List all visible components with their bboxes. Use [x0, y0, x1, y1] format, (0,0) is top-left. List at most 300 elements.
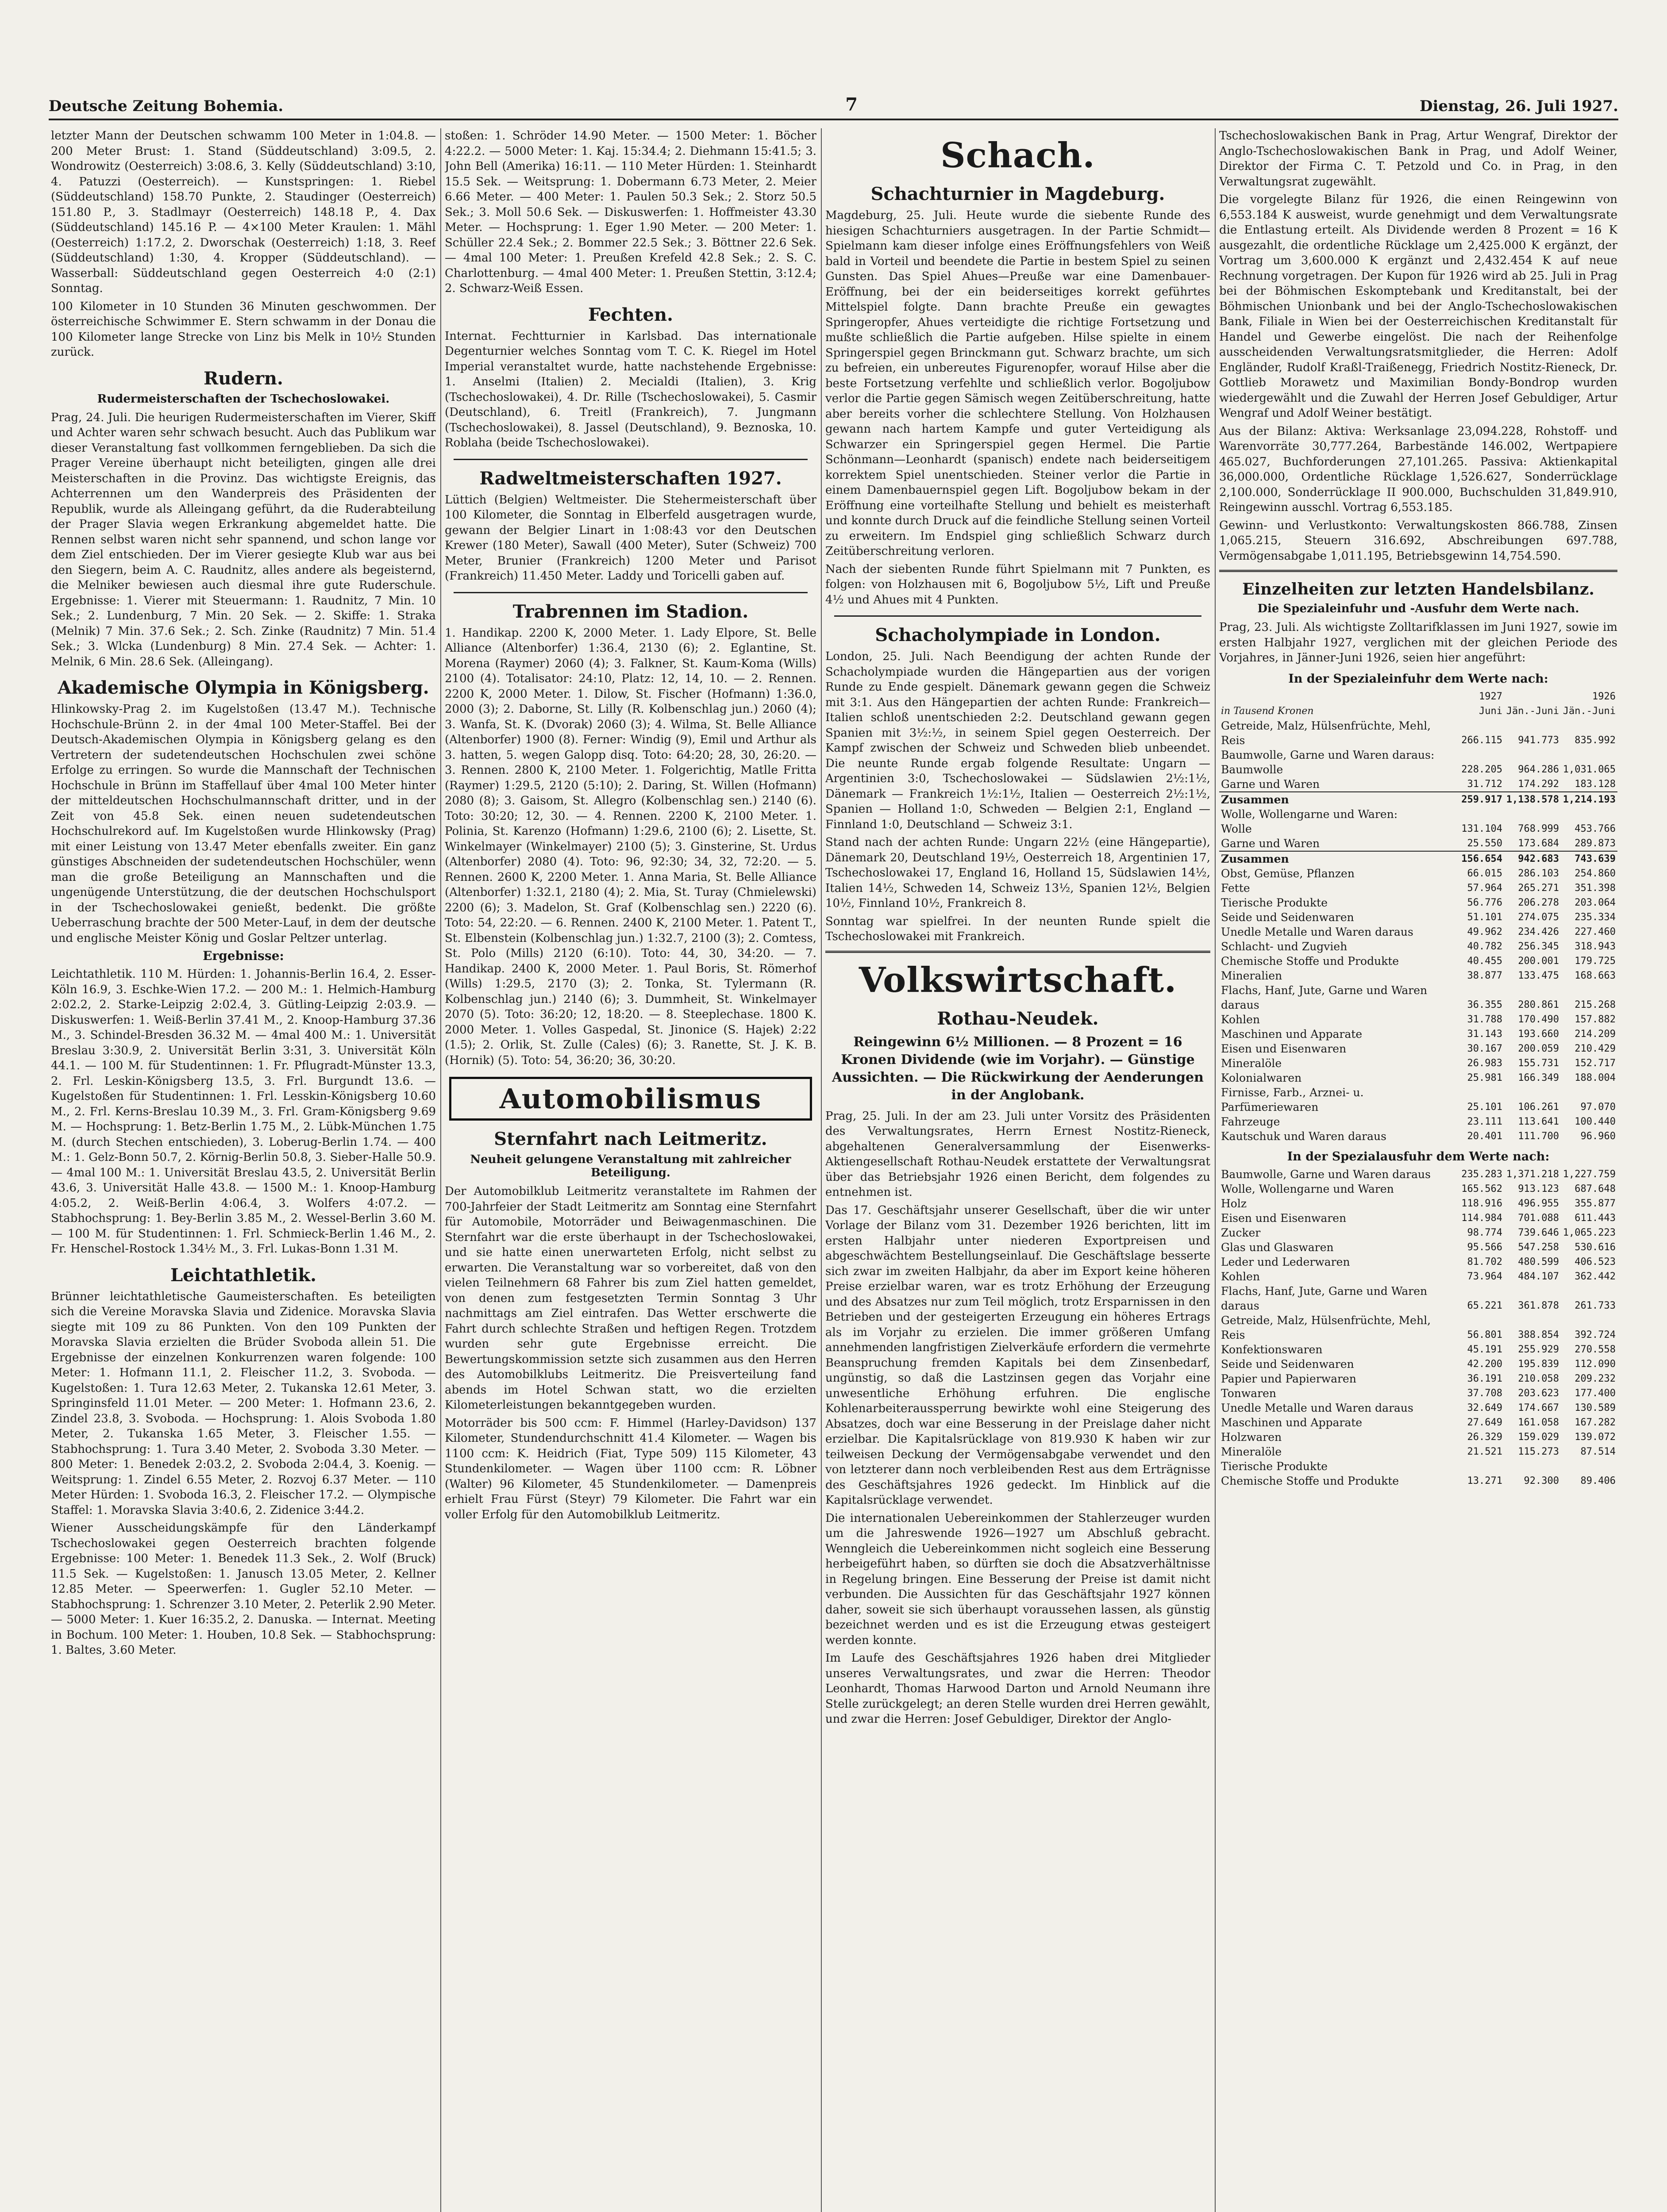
table-cell: 106.261: [1518, 1101, 1559, 1113]
table-cell: 1,138.578: [1504, 792, 1561, 807]
table-row: [1219, 866, 1617, 881]
table-cell: 701.088: [1518, 1212, 1559, 1224]
table-row: [1219, 1284, 1617, 1313]
article-text: Tschechoslowakischen Bank in Prag, Artur Wengraf, Direktor der Anglo-Tschechoslowakischen Bank in Prag, und Adolf Weiner, Direktor der Firma C. T. Petzold und Co. in Prag, in den Verwaltungsrat zugewählt.: [1219, 129, 1617, 188]
table-row: [1219, 762, 1617, 777]
row-label: Holzwaren: [1221, 1430, 1282, 1444]
table-cell: 23.111: [1467, 1116, 1502, 1127]
table-cell: 406.523: [1575, 1256, 1616, 1267]
table-cell: 166.349: [1518, 1072, 1559, 1083]
table-row: [1219, 1225, 1617, 1240]
row-label: Mineralöle: [1221, 1445, 1282, 1458]
table-row: [1219, 1085, 1617, 1114]
issue-date: Dienstag, 26. Juli 1927.: [1419, 97, 1618, 115]
table-cell: 179.725: [1575, 955, 1616, 967]
article-text: Stand nach der achten Runde: Ungarn 22½ (eine Hängepartie), Dänemark 20, Deutschland 19½, Oesterreich 18, Argentinien 17, Tschechoslowakei 17, England 16, Holland 15, Südslawien 14½, Italien 14½, Schweden 14, Schweiz 13½, Spanien 12½, Belgien 10½, Finnland 10½, Frankreich 8.: [825, 836, 1210, 910]
table-cell: 26.329: [1467, 1431, 1502, 1443]
section-title: Schach.: [940, 135, 1095, 176]
row-label: Leder und Lederwaren: [1221, 1255, 1350, 1268]
table-cell: 200.059: [1518, 1043, 1559, 1054]
table-cell: 234.426: [1518, 926, 1559, 937]
table-cell: 118.916: [1461, 1198, 1502, 1209]
column-rule: [1215, 128, 1216, 2212]
table-cell: 274.075: [1518, 911, 1559, 923]
table-cell: 355.877: [1575, 1198, 1616, 1209]
article-subheading: Rudermeisterschaften der Tschechoslowakei.: [97, 392, 390, 406]
article-heading: Schachturnier in Magdeburg.: [870, 184, 1165, 204]
table-cell: 156.654: [1448, 851, 1504, 866]
table-cell: 210.429: [1575, 1043, 1616, 1054]
table-row: [1219, 807, 1617, 822]
table-cell: 96.960: [1580, 1130, 1616, 1142]
table-cell: [1448, 1459, 1504, 1474]
row-label: Maschinen und Apparate: [1221, 1416, 1363, 1429]
table-cell: 203.064: [1575, 897, 1616, 908]
column-rule: [440, 128, 441, 2212]
row-label: Unedle Metalle und Waren daraus: [1221, 1401, 1413, 1414]
table-cell: 210.058: [1518, 1373, 1559, 1384]
article-heading: Sternfahrt nach Leitmeritz.: [494, 1129, 767, 1149]
table-cell: 42.200: [1467, 1358, 1502, 1370]
row-label: Tierische Produkte: [1221, 1459, 1328, 1473]
table-cell: 161.058: [1518, 1417, 1559, 1428]
table-cell: 40.782: [1467, 941, 1502, 952]
article-text: Prag, 23. Juli. Als wichtigste Zolltarifklassen im Juni 1927, sowie im ersten Halbjahr 1927, verglichen mit der gleichen Periode des Vorjahres, in Jänner-Juni 1926, seien hier angeführt:: [1219, 621, 1617, 664]
table-cell: 1,371.218: [1506, 1168, 1559, 1180]
table-row: [1219, 1027, 1617, 1041]
table-row: [1219, 939, 1617, 954]
row-label: Mineralöle: [1221, 1056, 1282, 1070]
table-cell: 157.882: [1575, 1014, 1616, 1025]
table-row: [1219, 1401, 1617, 1415]
table-row: [1219, 1459, 1617, 1474]
table-row: [1219, 1041, 1617, 1056]
article-text: Magdeburg, 25. Juli. Heute wurde die siebente Runde des hiesigen Schachturniers ausgetragen. In der Partie Schmidt—Spielmann kam dieser infolge eines Eröffnungsfehlers von Weiß bald in Vorteil und beendete die Partie in bestem Spiel zu seinen Gunsten. Das Spiel Ahues—Preuße war eine Damenbauer-Eröffnung, bei der ein beiderseitiges korrekt geführtes Mittelspiel folgte. Dann brachte Preuße ein gewagtes Springeropfer, Ahues verteidigte die richtige Fortsetzung und mußte schließlich die Partie aufgeben. Hilse spielte in einem Springerspiel gegen Brinckmann gut. Schwarz brachte, um sich zu befreien, ein unbereutes Figurenopfer, worauf Hilse aber die beste Fortsetzung verfehlte und schließlich verlor. Bogoljubow verlor die Partie gegen Sämisch wegen Zeitüberschreitung, hatte aber bereits vorher die schlechtere Stellung. Von Holzhausen gewann nach hartem Kampfe und guter Verteidigung als Schwarzer ein Springerspiel gegen Hermel. Die Partie Schönmann—Leonhardt (spanisch) endete nach beiderseitigem korrektem Spiel unentschieden. Steiner verlor die Partie in einem Damenbauernspiel gegen Lift. Bogoljubow bekam in der Eröffnung eine vorteilhafte Stellung und behielt es meisterhaft und konnte durch Druck auf die feindliche Stellung seinen Vorteil zu erweitern. Im Endspiel ging schließlich Schwarz durch Zeitüberschreitung verloren.: [825, 209, 1210, 558]
table-cell: 453.766: [1575, 823, 1616, 834]
column-chess-economy: [825, 128, 1210, 2212]
article-text: Motorräder bis 500 ccm: F. Himmel (Harley-Davidson) 137 Kilometer, Stundendurchschnitt 41.4 Kilometer. — Wagen bis 1100 ccm: K. Heidrich (Fiat, Type 509) 115 Kilometer, 43 Stundenkilometer. — Wagen über 1100 ccm: R. Löbner (Walter) 96 Kilometer, 45 Stundenkilometer. — Damenpreis erhielt Frau Fürst (Steyr) 79 Kilometer. Die Fahrt war ein voller Erfolg für den Automobilklub Leitmeritz.: [445, 1416, 816, 1521]
table-cell: 97.070: [1580, 1101, 1616, 1113]
table-row: [1219, 983, 1617, 1012]
table-cell: 200.001: [1518, 955, 1559, 967]
article-text: Aus der Bilanz: Aktiva: Werksanlage 23,094.228, Rohstoff- und Warenvorräte 30,777.264, Barbestände 146.002, Wertpapiere 465.027, Buchforderungen 27,101.265. Passiva: Aktienkapital 36,000.000, Ordentliche Rücklage 1,526.627, Sonderrücklage 2,100.000, Sonderrücklage II 900.000, Buchschulden 31,849.910, Reingewinn ausschl. Vortrag 6,553.185.: [1219, 424, 1617, 514]
table-cell: 1,031.065: [1563, 764, 1616, 775]
table-cell: 56.776: [1467, 897, 1502, 908]
article-subheading: Neuheit gelungene Veranstaltung mit zahlreicher Beteiligung.: [470, 1153, 791, 1179]
table-cell: 193.660: [1518, 1028, 1559, 1040]
row-label: Baumwolle, Garne und Waren daraus: [1221, 1167, 1431, 1181]
row-label: Flachs, Hanf, Jute, Garne und Waren daraus: [1221, 983, 1428, 1011]
table-cell: 31.143: [1467, 1028, 1502, 1040]
table-cell: [1448, 807, 1504, 822]
table-cell: 206.278: [1518, 897, 1559, 908]
table-cell: 1,214.193: [1561, 792, 1617, 807]
table-cell: 31.712: [1467, 778, 1502, 790]
article-subheading: Die Spezialeinfuhr und -Ausfuhr dem Werte nach.: [1257, 602, 1579, 615]
row-label: Eisen und Eisenwaren: [1221, 1042, 1347, 1055]
row-label: Garne und Waren: [1221, 837, 1320, 850]
table-cell: 21.521: [1467, 1446, 1502, 1457]
divider: [454, 592, 808, 593]
table-cell: 57.964: [1467, 882, 1502, 894]
table-cell: 87.514: [1580, 1446, 1616, 1457]
page-number: 7: [845, 94, 858, 115]
table-row: [1219, 1474, 1617, 1488]
row-label: Kautschuk und Waren daraus: [1221, 1129, 1386, 1143]
table-cell: 480.599: [1518, 1256, 1559, 1267]
table-cell: 214.209: [1575, 1028, 1616, 1040]
table-cell: 100.440: [1575, 1116, 1616, 1127]
row-label: Wolle, Wollengarne und Waren: [1221, 1182, 1394, 1195]
table-cell: [1504, 748, 1561, 762]
article-text: stoßen: 1. Schröder 14.90 Meter. — 1500 Meter: 1. Böcher 4:22.2. — 5000 Meter: 1. Kaj. 15:34.4; 2. Diehmann 15:41.5; 3. John Bell (Amerika) 16:11. — 110 Meter Hürden: 1. Steinhardt 15.5 Sek. — Weitsprung: 1. Dobermann 6.73 Meter, 2. Meier 6.66 Meter. — 400 Meter: 1. Paulen 50.3 Sek.; 2. Storz 50.5 Sek.; 3. Moll 50.6 Sek. — Diskuswerfen: 1. Hoffmeister 43.30 Meter. — Hochsprung: 1. Eger 1.90 Meter. — 200 Meter: 1. Schüller 22.4 Sek.; 2. Bommer 22.5 Sek.; 3. Böttner 22.6 Sek. — 4mal 100 Meter: 1. Preußen Krefeld 42.8 Sek.; 2. S. C. Charlottenburg. — 4mal 400 Meter: 1. Preußen Stettin, 3:12.4; 2. Schwarz-Weiß Essen.: [445, 129, 816, 295]
table-row: [1219, 1430, 1617, 1444]
table-row: [1219, 1255, 1617, 1269]
table-cell: 388.854: [1518, 1329, 1559, 1340]
row-label: Chemische Stoffe und Produkte: [1221, 954, 1399, 968]
table-cell: 165.562: [1461, 1183, 1502, 1194]
table-cell: [1504, 807, 1561, 822]
table-cell: 36.355: [1467, 999, 1502, 1010]
table-row: [1219, 954, 1617, 968]
article-text: Prag, 25. Juli. In der am 23. Juli unter Vorsitz des Präsidenten des Verwaltungsrates, Herrn Ernest Nostitz-Rieneck, abgehaltenen Generalversammlung der Eisenwerks-Aktiengesellschaft Rothau-Neudek erstattete der Verwaltungsrat über das Betriebsjahr 1926 einen Bericht, dem folgendes zu entnehmen ist.: [825, 1109, 1210, 1199]
article-text: London, 25. Juli. Nach Beendigung der achten Runde der Schacholympiade wurden die Hängepartien aus der vorigen Runde zu Ende gespielt. Dänemark gewann gegen die Schweiz mit 3:1. Aus den Hängepartien der achten Runde: Frankreich—Italien schloß unentschieden 2:2. Deutschland gewann gegen Spanien mit 3½:½, in seinem Spiel gegen Oesterreich. Der Kampf zwischen der Schweiz und Schweden blieb unbeendet. Die neunte Runde ergab folgende Resultate: Ungarn — Argentinien 3:0, Tschechoslowakei — Südslawien 2½:1½, Dänemark — Frankreich 1½:1½, Italien — Oesterreich 2½:1½, Spanien — Holland 1:0, Schweden — Belgien 2:1, England — Finnland 1:0, Deutschland — Schweiz 3:1.: [825, 650, 1210, 831]
table-cell: 170.490: [1518, 1014, 1559, 1025]
table-cell: 235.283: [1461, 1168, 1502, 1180]
table-cell: 496.955: [1518, 1198, 1559, 1209]
table-row: [1219, 1071, 1617, 1085]
table-cell: 31.788: [1467, 1014, 1502, 1025]
table-cell: 255.929: [1518, 1344, 1559, 1355]
table-cell: 30.167: [1467, 1043, 1502, 1054]
table-cell: 40.455: [1467, 955, 1502, 967]
table-row: [1219, 895, 1617, 910]
table-cell: 228.205: [1461, 764, 1502, 775]
table-row: [1219, 968, 1617, 983]
table-row: [1219, 1313, 1617, 1342]
table-cell: 611.443: [1575, 1212, 1616, 1224]
divider: [834, 615, 1201, 617]
table-cell: [1504, 1459, 1561, 1474]
table-cell: 265.271: [1518, 882, 1559, 894]
row-label: Holz: [1221, 1197, 1247, 1210]
table-title: In der Spezialausfuhr dem Werte nach:: [1287, 1149, 1550, 1164]
table-cell: 318.943: [1575, 941, 1616, 952]
table-cell: 1,065.223: [1563, 1227, 1616, 1238]
table-cell: 92.300: [1524, 1475, 1559, 1486]
row-label: Tierische Produkte: [1221, 896, 1328, 909]
section-heading: Rudern.: [204, 368, 283, 389]
row-label: Maschinen und Apparate: [1221, 1027, 1363, 1041]
table-cell: 45.191: [1467, 1344, 1502, 1355]
table-header-row: [1219, 704, 1617, 718]
table-cell: 270.558: [1575, 1344, 1616, 1355]
table-cell: 203.623: [1518, 1387, 1559, 1399]
column-header: Juni: [1479, 705, 1502, 717]
article-heading: Schacholympiade in London.: [875, 625, 1161, 645]
article-heading: Rothau-Neudek.: [937, 1008, 1099, 1029]
row-label: Seide und Seidenwaren: [1221, 1357, 1354, 1371]
table-cell: 98.774: [1467, 1227, 1502, 1238]
table-cell: 65.221: [1467, 1300, 1502, 1311]
column-rule: [821, 128, 822, 2212]
table-row: [1219, 910, 1617, 925]
table-row: [1219, 1196, 1617, 1211]
table-cell: 215.268: [1575, 999, 1616, 1010]
table-cell: [1561, 748, 1617, 762]
row-label: Baumwolle: [1221, 763, 1283, 776]
row-label: Getreide, Malz, Hülsenfrüchte, Mehl, Reis: [1221, 719, 1431, 747]
table-cell: 27.649: [1467, 1417, 1502, 1428]
table-cell: 209.232: [1575, 1373, 1616, 1384]
table-row: [1219, 851, 1617, 866]
table-row: [1219, 925, 1617, 939]
table-cell: 173.684: [1518, 837, 1559, 849]
table-cell: 266.115: [1461, 734, 1502, 746]
table-cell: 286.103: [1518, 868, 1559, 879]
table-cell: 113.641: [1518, 1116, 1559, 1127]
row-label: Kohlen: [1221, 1013, 1260, 1026]
row-label: Kolonialwaren: [1221, 1071, 1302, 1084]
row-label: Zucker: [1221, 1226, 1261, 1239]
table-row: [1219, 1056, 1617, 1071]
row-label: Glas und Glaswaren: [1221, 1240, 1334, 1254]
table-cell: 254.860: [1575, 868, 1616, 879]
table-cell: 159.029: [1518, 1431, 1559, 1443]
table-header-row: [1219, 689, 1617, 704]
table-row: [1219, 1012, 1617, 1027]
table-cell: 835.992: [1575, 734, 1616, 746]
section-title: Volkswirtschaft.: [859, 960, 1177, 1000]
article-heading: Akademische Olympia in Königsberg.: [58, 677, 429, 698]
table-cell: 139.072: [1575, 1431, 1616, 1443]
row-label: Getreide, Malz, Hülsenfrüchte, Mehl, Reis: [1221, 1313, 1431, 1341]
table-cell: 130.589: [1575, 1402, 1616, 1413]
table-cell: 739.646: [1518, 1227, 1559, 1238]
row-label: Zusammen: [1219, 851, 1448, 866]
table-cell: 25.101: [1467, 1101, 1502, 1113]
row-label: Firnisse, Farb., Arznei- u. Parfümeriewaren: [1221, 1086, 1364, 1114]
row-label: Mineralien: [1221, 969, 1282, 982]
article-deck: Reingewinn 6½ Millionen. — 8 Prozent = 16 Kronen Dividende (wie im Vorjahr). — Günstige Aussichten. — Die Rückwirkung der Aenderungen in der Anglobank.: [832, 1034, 1204, 1103]
table-cell: 362.442: [1575, 1271, 1616, 1282]
table-cell: 51.101: [1467, 911, 1502, 923]
row-label: Wolle, Wollengarne und Waren:: [1221, 807, 1398, 821]
table-cell: 13.271: [1467, 1475, 1502, 1486]
table-cell: 38.877: [1467, 970, 1502, 981]
column-header: Jän.-Juni: [1506, 705, 1559, 717]
table-cell: 111.700: [1518, 1130, 1559, 1142]
table-row: [1219, 822, 1617, 836]
column-header: Jän.-Juni: [1563, 705, 1616, 717]
table-row: [1219, 836, 1617, 851]
article-text: Die internationalen Uebereinkommen der Stahlerzeuger wurden um die Jahreswende 1926—1927 um Abschluß gebracht. Wenngleich die Uebereinkommen nicht sogleich eine Besserung herbeigeführt haben, so dürften sie doch die Absatzverhältnisse in Regelung bringen. Eine Besserung der Preise ist damit nicht verbunden. Die Aussichten für das Geschäftsjahr 1927 können daher, soweit sie sich überhaupt voraussehen lassen, als günstig bezeichnet werden und es ist die Erzeugung etwas gesteigert werden konnte.: [825, 1511, 1210, 1647]
article-text: Der Automobilklub Leitmeritz veranstaltete im Rahmen der 700-Jahrfeier der Stadt Leitmeritz am Sonntag eine Sternfahrt für Automobile, Motorräder und Beiwagenmaschinen. Die Sternfahrt war die erste überhaupt in der Tschechoslowakei, und sie hatte einen unerwarteten Erfolg, nicht selbst zu erwarten. Die Veranstaltung war so vorbereitet, daß von den vielen Teilnehmern 68 Fahrer bis zum Ziel hatten gemeldet, von denen zum festgesetzten Termin Sonntag 3 Uhr nachmittags am Ziel eintrafen. Das Wetter erschwerte die Fahrt durch schlechte Straßen und heftigen Regen. Trotzdem wurden sehr gute Ergebnisse erreicht. Die Bewertungskommission setzte sich zusammen aus den Herren des Automobilklubs Leitmeritz. Die Preisverteilung fand abends im Hotel Schwan statt, wo die erzielten Kilometerleistungen bekanntgegeben wurden.: [445, 1185, 816, 1412]
table-cell: 20.401: [1467, 1130, 1502, 1142]
table-row: [1219, 718, 1617, 748]
article-heading: Trabrennen im Stadion.: [512, 601, 749, 622]
article-text: Das 17. Geschäftsjahr unserer Gesellschaft, über die wir unter Vorlage der Bilanz vom 31. Dezember 1926 berichten, litt im ersten Halbjahr unter niederen Exportpreisen und abgeschwächtem Bestellungseinlauf. Die Geschäftslage besserte sich zwar im zweiten Halbjahr, da aber im Export keine höheren Preise erzielbar waren, war es trotz Erhöhung der Erzeugung und des Absatzes nur zum Teil möglich, trotz Ersparnissen in den Betrieben und der gesteigerten Erzeugung ein höheres Ertrags als im Vorjahr zu erzielen. Die immer größeren Umfang annehmenden langfristigen Zielverkäufe erfordern die vermehrte Beanspruchung fremden Kapitals bei dem Zinsenbedarf, ungünstig, so daß die Lastzinsen gegen das Vorjahr eine unwesentliche Erhöhung erfuhren. Die englische Kohlenarbeiteraussperrung bewirkte wohl eine Steigerung des Absatzes, doch war eine Besserung in der Preislage daher nicht erzielbar. Die Kapitalsrücklage von 819.930 K haben wir zur teilweisen Deckung der Vermögensabgabe verwendet und den von letzterer dann noch verbleibenden Rest aus dem Erträgnisse des Geschäftsjahres 1926 gedeckt. Im Hinblick auf die Kapitalsrücklage verwendet.: [825, 1203, 1210, 1507]
column-sport: [51, 128, 436, 2212]
table-cell: 112.090: [1575, 1358, 1616, 1370]
table-row: [1219, 1386, 1617, 1401]
article-text: Wiener Ausscheidungskämpfe für den Länderkampf Tschechoslowakei gegen Oesterreich brachten folgende Ergebnisse: 100 Meter: 1. Benedek 11.3 Sek., 2. Wolf (Bruck) 11.5 Sek. — Kugelstoßen: 1. Janusch 13.05 Meter, 2. Kellner 12.85 Meter. — Speerwerfen: 1. Gugler 52.10 Meter. — Stabhochsprung: 1. Schrenzer 3.10 Meter, 2. Peterlik 2.90 Meter. — 5000 Meter: 1. Kuer 16:35.2, 2. Danuska. — Internat. Meeting in Bochum. 100 Meter: 1. Houben, 10.8 Sek. — Stabhochsprung: 1. Baltes, 3.60 Meter.: [51, 1521, 436, 1657]
page-header: [49, 88, 1618, 120]
article-heading: Einzelheiten zur letzten Handelsbilanz.: [1242, 580, 1594, 599]
row-label: Zusammen: [1219, 792, 1448, 807]
table-cell: 361.878: [1518, 1300, 1559, 1311]
table-cell: 913.123: [1518, 1183, 1559, 1194]
table-cell: 174.292: [1518, 778, 1559, 790]
table-cell: [1561, 807, 1617, 822]
table-cell: 155.731: [1518, 1057, 1559, 1069]
table-cell: 547.258: [1518, 1241, 1559, 1253]
row-label: Fette: [1221, 881, 1250, 895]
section-heading: Fechten.: [588, 304, 674, 325]
table-cell: 768.999: [1518, 823, 1559, 834]
table-cell: 49.962: [1467, 926, 1502, 937]
row-label: Baumwolle, Garne und Waren daraus:: [1221, 748, 1435, 761]
article-text: Nach der siebenten Runde führt Spielmann mit 7 Punkten, es folgen: von Holzhausen mit 6, Bogoljubow 5½, Lift und Preuße 4½ und Ahues mit 4 Punkten.: [825, 562, 1210, 607]
row-label: Eisen und Eisenwaren: [1221, 1211, 1347, 1225]
table-cell: 280.861: [1518, 999, 1559, 1010]
column-economy: [1219, 128, 1617, 2212]
table-cell: 530.616: [1575, 1241, 1616, 1253]
table-cell: 95.566: [1467, 1241, 1502, 1253]
table-cell: 289.873: [1575, 837, 1616, 849]
section-heading: Leichtathletik.: [170, 1264, 317, 1286]
article-text: Brünner leichtathletische Gaumeisterschaften. Es beteiligten sich die Vereine Moravska Slavia und Zidenice. Moravska Slavia siegte mit 109 zu 86 Punkten. Von den 109 Punkten der Moravska Slavia erzielten die Brüder Svoboda allein 51. Die Ergebnisse der einzelnen Konkurrenzen waren folgende: 100 Meter: 1. Hofmann 11.1, 2. Fleischer 11.2, 3. Svoboda. — Kugelstoßen: 1. Tura 12.63 Meter, 2. Tukanska 12.61 Meter, 3. Springinsfeld 11.01 Meter. — 200 Meter: 1. Hofmann 23.6, 2. Zindel 23.8, 3. Svoboda. — Hochsprung: 1. Alois Svoboda 1.80 Meter, 2. Tukanska 1.65 Meter, 3. Fleischer 1.55. — Stabhochsprung: 1. Tura 3.40 Meter, 2. Svoboda 3.30 Meter. — 800 Meter: 1. Benedek 2:03.2, 2. Svoboda 2:04.4, 3. Koenig. — Weitsprung: 1. Zindel 6.55 Meter, 2. Rozvoj 6.37 Meter. — 110 Meter Hürden: 1. Svoboda 16.3, 2. Fleischer 17.2. — Olympische Staffel: 1. Moravska Slavia 3:40.6, 2. Zidenice 3:44.2.: [51, 1290, 436, 1517]
table-cell: 259.917: [1448, 792, 1504, 807]
table-cell: 37.708: [1467, 1387, 1502, 1399]
article-text: Internat. Fechtturnier in Karlsbad. Das internationale Degenturnier welches Sonntag vom T. C. K. Riegel im Hotel Imperial veranstaltet wurde, hatte nachstehende Ergebnisse: 1. Anselmi (Italien) 2. Mecialdi (Italien), 3. Krig (Tschechoslowakei), 4. Dr. Rille (Tschechoslowakei), 5. Casmir (Deutschland), 6. Treitl (Frankreich), 7. Jungmann (Tschechoslowakei), 8. Jassel (Deutschland), 9. Beznoska, 10. Roblaha (beide Tschechoslowakei).: [445, 329, 816, 449]
table-row: [1219, 1371, 1617, 1386]
table-cell: 687.648: [1575, 1183, 1616, 1194]
table-row: [1219, 1114, 1617, 1129]
row-label: Konfektionswaren: [1221, 1343, 1323, 1356]
table-cell: 152.717: [1575, 1057, 1616, 1069]
table-cell: 174.667: [1518, 1402, 1559, 1413]
divider: [825, 951, 1210, 953]
masthead-title: Deutsche Zeitung Bohemia.: [49, 97, 284, 115]
table-cell: 115.273: [1518, 1446, 1559, 1457]
article-heading: Radweltmeisterschaften 1927.: [479, 468, 782, 489]
article-text: 1. Handikap. 2200 K, 2000 Meter. 1. Lady Elpore, St. Belle Alliance (Altenborfer) 1:36.4, 2130 (6); 2. Eglantine, St. Morena (Raymer) 2060 (4); 3. Falkner, St. Kaum-Koma (Wills) 2100 (4). Totalisator: 24:10, Platz: 12, 14, 10. — 2. Rennen. 2200 K, 2000 Meter. 1. Dilow, St. Fischer (Hofmann) 1:36.0, 2000 (3); 2. Daborne, St. Lilly (R. Kolbenschlag jun.) 2060 (4); 3. Wanfa, St. K. (Dvorak) 2060 (3); 4. Wilma, St. Belle Alliance (Altenborfer) 1900 (8). Ferner: Windig (9), Emil und Arthur als 3. hatten, 5. wegen Galopp disq. Toto: 64:20; 28, 30, 26:20. — 3. Rennen. 2800 K, 2100 Meter. 1. Folgerichtig, Matlle Fritta (Raymer) 1:29.5, 2120 (5:10); 2. Daring, St. Willen (Hofmann) 2080 (8); 3. Gaisom, St. Allegro (Kolbenschlag sen.) 2140 (6). Toto: 30:20; 12, 30. — 4. Rennen. 2200 K, 2100 Meter. 1. Polinia, St. Karenzo (Hofmann) 1:29.6, 2100 (6); 2. Lisette, St. Winkelmayer (Winkelmayer) 2100 (5); 3. Ginsterine, St. Urdus (Altenborfer) 2080 (4). Toto: 96, 92:30; 34, 32, 72:20. — 5. Rennen. 2600 K, 2200 Meter. 1. Anna Maria, St. Belle Alliance (Altenborfer) 1:32.1, 2180 (4); 2. Mia, St. Turay (Chmielewski) 2200 (6); 3. Madelon, St. Graf (Kolbenschlag sen.) 2220 (6). Toto: 54, 22:20. — 6. Rennen. 2400 K, 2100 Meter. 1. Patent T., St. Elbenstein (Kolbenschlag jun.) 1:32.7, 2100 (3); 2. Comtess, St. Polo (Mills) 2120 (6:10). Toto: 44, 30, 34:20. — 7. Handikap. 2400 K, 2000 Meter. 1. Paul Boris, St. Römerhof (Wills) 1:29.5, 2170 (3); 2. Tonka, St. Tylermann (R. Kolbenschlag jun.) 2140 (6); 3. Dummheit, St. Winkelmayer 2070 (5). Toto: 36:20; 12, 18:20. — 8. Steeplechase. 1800 K. 2000 Meter. 1. Volles Gaspedal, St. Jinonice (S. Hajek) 2:22 (1.5); 2. Orlik, St. Zulle (Cales) (6); 3. Ranette, St. J. K. B. (Hornik) (5). Toto: 54, 36:20; 36, 30:20.: [445, 626, 816, 1067]
table-cell: 25.981: [1467, 1072, 1502, 1083]
article-text: Im Laufe des Geschäftsjahres 1926 haben drei Mitglieder unseres Verwaltungsrates, und zwar die Herren: Theodor Leonhardt, Thomas Harwood Darton und Arnold Neumann ihre Stelle zurückgelegt; an deren Stelle wurden drei Herren gewählt, und zwar die Herren: Josef Gebuldiger, Direktor der Anglo-: [825, 1651, 1210, 1726]
article-text: Leichtathletik. 110 M. Hürden: 1. Johannis-Berlin 16.4, 2. Esser-Köln 16.9, 3. Eschke-Wien 17.2. — 200 M.: 1. Helmich-Hamburg 2:02.2, 2. Starke-Leipzig 2:02.4, 3. Gütling-Leipzig 2:03.9. — Diskuswerfen: 1. Weiß-Berlin 37.41 M., 2. Knoop-Hamburg 37.36 M., 3. Schindel-Bresden 36.32 M. — 4mal 400 M.: 1. Universität Breslau 3:30.9, 2. Universität Berlin 3:31, 3. Universität Köln 44.1. — 100 M. für Studentinnen: 1. Fr. Pflugradt-Münster 13.3, 2. Frl. Leskin-Königsberg 13.5, 3. Frl. Burgundt 13.6. — Kugelstoßen für Studentinnen: 1. Frl. Lesskin-Königsberg 10.60 M., 2. Frl. Kerns-Breslau 10.39 M., 3. Frl. Gram-Königsberg 9.69 M. — Hochsprung: 1. Betz-Berlin 1.75 M., 2. Lübk-München 1.75 M. (durch Stechen entschieden), 3. Loberug-Berlin 1.74. — 400 M.: 1. Gelz-Bonn 50.7, 2. Körnig-Berlin 50.8, 3. Sieber-Halle 50.9. — 4mal 100 M.: 1. Universität Breslau 43.5, 2. Universität Berlin 43.6, 3. Universität Halle 43.8. — 1500 M.: 1. Knoop-Hamburg 4:05.2, 2. Weiß-Berlin 4:06.4, 3. Wolfers 4:07.2. — Stabhochsprung: 1. Bey-Berlin 3.85 M., 2. Wessel-Berlin 3.60 M. — 100 M. für Studentinnen: 1. Frl. Schmieck-Berlin 1.46 M., 2. Fr. Henschel-Rostock 1.34½ M., 3. Frl. Lukas-Bonn 1.31 M.: [51, 968, 436, 1256]
table-row: [1219, 1357, 1617, 1371]
table-cell: 942.683: [1504, 851, 1561, 866]
table-row: [1219, 1182, 1617, 1196]
divider: [454, 459, 808, 460]
table-cell: 114.984: [1461, 1212, 1502, 1224]
article-text: Sonntag war spielfrei. In der neunten Runde spielt die Tschechoslowakei mit Frankreich.: [825, 914, 1210, 943]
row-label: Unedle Metalle und Waren daraus: [1221, 925, 1413, 938]
table-row: [1219, 748, 1617, 762]
table-cell: 964.286: [1518, 764, 1559, 775]
table-cell: 133.475: [1518, 970, 1559, 981]
row-label: Fahrzeuge: [1221, 1115, 1280, 1128]
article-text: Lüttich (Belgien) Weltmeister. Die Stehermeisterschaft über 100 Kilometer, die Sonntag in Elberfeld ausgetragen wurde, gewann der Belgier Linart in 1:08:43 vor den Deutschen Krewer (180 Meter), Sawall (400 Meter), Suter (Schweiz) 700 Meter, Brunier (Frankreich) 1200 Meter und Parisot (Frankreich) 11.450 Meter. Laddy und Toricelli gaben auf.: [445, 493, 816, 583]
table-row: [1219, 1240, 1617, 1255]
article-text: Die vorgelegte Bilanz für 1926, die einen Reingewinn von 6,553.184 K ausweist, wurde genehmigt und dem Verwaltungsrate die Entlastung erteilt. Als Dividende werden 8 Prozent = 16 K ausgezahlt, die ordentliche Rücklage um 2,425.000 K ergänzt, der Vortrag um 3,600.000 K ergänzt und 2,432.454 K auf neue Rechnung vorgetragen. Der Kupon für 1926 wird ab 25. Juli in Prag bei der Böhmischen Eskomptebank und Kreditanstalt, bei der Böhmischen Unionbank und bei der Anglo-Tschechoslowakischen Bank, Filiale in Wien bei der Oesterreichischen Kreditanstalt für Handel und Gewerbe eingelöst. Die nach der Reihenfolge ausscheidenden Verwaltungsratsmitglieder, die Herren: Adolf Engländer, Rudolf Kraßl-Traißenegg, Friedrich Nostitz-Rieneck, Dr. Gottlieb Morawetz und Maximilian Bondy-Bondrop wurden wiedergewählt und die Zuwahl der Herren Josef Gebuldiger, Artur Wengraf und Adolf Weiner bestätigt.: [1219, 193, 1617, 420]
article-text: Gewinn- und Verlustkonto: Verwaltungskosten 866.788, Zinsen 1,065.215, Steuern 316.692, Abschreibungen 697.788, Vermögensabgabe 1,011.195, Betriebsgewinn 14,754.590.: [1219, 518, 1617, 563]
row-label: Obst, Gemüse, Pflanzen: [1221, 867, 1355, 880]
article-subheading: Ergebnisse:: [203, 949, 284, 963]
table-cell: 36.191: [1467, 1373, 1502, 1384]
row-label: Flachs, Hanf, Jute, Garne und Waren daraus: [1221, 1284, 1428, 1312]
table-cell: 188.004: [1575, 1072, 1616, 1083]
table-row: [1219, 1415, 1617, 1430]
table-cell: 73.964: [1467, 1271, 1502, 1282]
import-table: [1219, 689, 1617, 1144]
column-header: in Tausend Kronen: [1221, 705, 1314, 717]
row-label: Seide und Seidenwaren: [1221, 910, 1354, 924]
table-cell: 89.406: [1580, 1475, 1616, 1486]
divider: [1219, 570, 1617, 572]
table-cell: 168.663: [1575, 970, 1616, 981]
article-text: 100 Kilometer in 10 Stunden 36 Minuten geschwommen. Der österreichische Schwimmer E. Stern schwamm in der Donau die 100 Kilometer lange Strecke von Linz bis Melk in 10½ Stunden zurück.: [51, 300, 436, 359]
row-label: Papier und Papierwaren: [1221, 1372, 1356, 1385]
row-label: Garne und Waren: [1221, 777, 1320, 791]
article-text: Hlinkowsky-Prag 2. im Kugelstoßen (13.47 M.). Technische Hochschule-Brünn 2. in der 4mal 100 Meter-Staffel. Bei der Deutsch-Akademischen Olympia in Königsberg gelang es den Vertretern der sudetendeutschen Hochschulen zwei schöne Erfolge zu erringen. So wurde die Mannschaft der Technischen Hochschule in Brünn im Staffellauf über 4mal 100 Meter hinter der mitteldeutschen Hochschulmannschaft dritter, und in der Zeit von 45.8 Sek. einen neuen sudetendeutschen Hochschulrekord auf. Im Kugelstoßen wurde Hlinkowsky (Prag) mit einer Leistung von 13.47 Meter ebenfalls zweiter. Ein ganz günstiges Abschneiden der sudetendeutschen Hochschüler, wenn man die große Beteiligung an Mannschaften und die ungenügende Unterstützung, die der deutschen Hochschulsport in der Tschechoslowakei genießt, bedenkt. Die größte Ueberraschung brachte der 500 Meter-Lauf, in dem der deutsche und englische Meister König und Goslar Peltzer unterlag.: [51, 703, 436, 945]
table-cell: 227.460: [1575, 926, 1616, 937]
column-header: 1927: [1479, 691, 1502, 702]
table-cell: 392.724: [1575, 1329, 1616, 1340]
table-row: [1219, 1269, 1617, 1284]
table-cell: 351.398: [1575, 882, 1616, 894]
table-cell: [1561, 1459, 1617, 1474]
table-cell: 195.839: [1518, 1358, 1559, 1370]
table-cell: 941.773: [1518, 734, 1559, 746]
table-row: [1219, 1342, 1617, 1357]
table-row: [1219, 1444, 1617, 1459]
row-label: Chemische Stoffe und Produkte: [1221, 1474, 1399, 1487]
export-table: [1219, 1167, 1617, 1488]
table-cell: [1448, 748, 1504, 762]
table-row: [1219, 1211, 1617, 1225]
table-cell: 56.801: [1467, 1329, 1502, 1340]
article-text: letzter Mann der Deutschen schwamm 100 Meter in 1:04.8. — 200 Meter Brust: 1. Stand (Süddeutschland) 3:09.5, 2. Wondrowitz (Oesterreich) 3:08.6, 3. Kelly (Süddeutschland) 3:10, 4. Patuzzi (Oesterreich). — Kunstspringen: 1. Riebel (Süddeutschland) 158.70 Punkte, 2. Staudinger (Oesterreich) 151.80 P., 3. Stadlmayr (Oesterreich) 148.18 P., 4. Dax (Süddeutschland) 145.16 P. — 4×100 Meter Kraulen: 1. Mähl (Oesterreich) 1:17.2, 2. Dworschak (Oesterreich) 1:18, 3. Reef (Süddeutschland) 1:30, 4. Kropper (Süddeutschland). — Wasserball: Süddeutschland gegen Oesterreich 4:0 (2:1) Sonntag.: [51, 129, 436, 295]
section-banner: Automobilismus: [449, 1077, 812, 1121]
table-cell: 261.733: [1575, 1300, 1616, 1311]
article-text: Prag, 24. Juli. Die heurigen Rudermeisterschaften im Vierer, Skiff und Achter waren sehr schwach besucht. Auch das Publikum war dieser Veranstaltung fast vollkommen ferngeblieben. Da sich die Prager Vereine überhaupt nicht beteiligten, gingen alle drei Meisterschaften in die Provinz. Das wichtigste Ereignis, das Achterrennen um den Wanderpreis des Präsidenten der Republik, wurde als Alleingang geführt, da die Ruderabteilung der Prager Slavia wegen Erkrankung abgemeldet hatte. Die Rennen selbst waren nicht sehr spannend, und schon lange vor dem Ziel entschieden. Der im Vierer gesiegte Klub war aus bei den Siegern, beim A. C. Raudnitz, alles andere als begeisternd, die Melniker bewiesen auch diesmal ihre gute Ruderschule. Ergebnisse: 1. Vierer mit Steuermann: 1. Raudnitz, 7 Min. 10 Sek.; 2. Lundenburg, 7 Min. 20 Sek. — 2. Skiffe: 1. Straka (Melnik) 7 Min. 37.6 Sek.; 2. Sch. Zinke (Raudnitz) 7 Min. 51.4 Sek.; 3. Wlcka (Lundenburg) 8 Min. 27.4 Sek. — Achter: 1. Melnik, 6 Min. 28.6 Sek. (Alleingang).: [51, 411, 436, 668]
table-cell: 25.550: [1467, 837, 1502, 849]
table-row: [1219, 792, 1617, 807]
table-cell: 1,227.759: [1563, 1168, 1616, 1180]
table-row: [1219, 777, 1617, 792]
table-cell: 32.649: [1467, 1402, 1502, 1413]
table-cell: 235.334: [1575, 911, 1616, 923]
table-row: [1219, 1167, 1617, 1182]
column-header: 1926: [1592, 691, 1616, 702]
table-row: [1219, 881, 1617, 895]
table-cell: 81.702: [1467, 1256, 1502, 1267]
row-label: Wolle: [1221, 822, 1252, 835]
table-cell: 66.015: [1467, 868, 1502, 879]
table-cell: 131.104: [1461, 823, 1502, 834]
table-row: [1219, 1129, 1617, 1144]
table-cell: 484.107: [1518, 1271, 1559, 1282]
table-cell: 256.345: [1518, 941, 1559, 952]
column-sport-2: [445, 128, 816, 2212]
table-cell: 183.128: [1575, 778, 1616, 790]
row-label: Kohlen: [1221, 1270, 1260, 1283]
row-label: Schlacht- und Zugvieh: [1221, 940, 1347, 953]
row-label: Tonwaren: [1221, 1386, 1277, 1400]
table-cell: 743.639: [1561, 851, 1617, 866]
